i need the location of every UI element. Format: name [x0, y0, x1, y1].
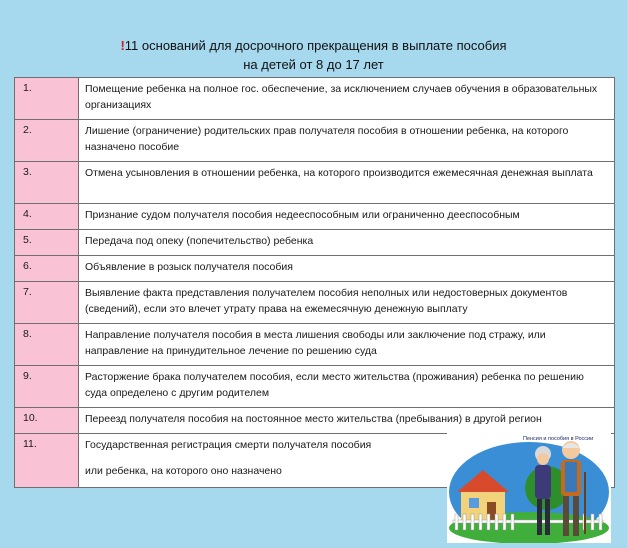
row-text: Государственная регистрация смерти получателя пособия или ребенка, на которого оно назначено: [79, 434, 615, 488]
row-text: Помещение ребенка на полное гос. обеспечение, за исключением случаев обучения в образовательных организациях: [79, 78, 615, 120]
row-text: Отмена усыновления в отношении ребенка, на которого производится ежемесячная денежная выплата: [79, 162, 615, 204]
table-row: [15, 162, 615, 204]
table-row: [15, 78, 615, 120]
table-row: [15, 408, 615, 434]
row-number: 9.: [15, 366, 79, 408]
table-row: [15, 204, 615, 230]
page-title: [0, 36, 627, 74]
house-window: [469, 498, 479, 508]
house-wall: [461, 490, 505, 522]
row-text: Расторжение брака получателем пособия, если место жительства (проживания) ребенка по решению суда определено с другим родителем: [79, 366, 615, 408]
row-number: 7.: [15, 282, 79, 324]
table-row: [15, 230, 615, 256]
elderly-couple-illustration: [447, 432, 611, 543]
title-line-1: !11 оснований для досрочного прекращения в выплате пособия: [120, 38, 507, 53]
row-text: Объявление в розыск получателя пособия: [79, 256, 615, 282]
row-number: 10.: [15, 408, 79, 434]
table-row: [15, 324, 615, 366]
row-number: 4.: [15, 204, 79, 230]
row-text: Лишение (ограничение) родительских прав получателя пособия в отношении ребенка, на которого назначено пособие: [79, 120, 615, 162]
row-number: 2.: [15, 120, 79, 162]
row-number: 1.: [15, 78, 79, 120]
table-row: [15, 366, 615, 408]
table-row: [15, 282, 615, 324]
row-number: 3.: [15, 162, 79, 204]
row-text: Выявление факта представления получателем пособия неполных или недостоверных документов (сведений), если это влечет утрату права на ежемесячную денежную выплату: [79, 282, 615, 324]
sign-text: Пенсия и пособия в России: [523, 436, 594, 442]
row-number: 5.: [15, 230, 79, 256]
row-text: Направление получателя пособия в места лишения свободы или заключение под стражу, или направление на принудительное лечение по решению суда: [79, 324, 615, 366]
row-number: 11.: [15, 434, 79, 488]
exclamation-mark: !: [120, 38, 125, 53]
row-text: Передача под опеку (попечительство) ребенка: [79, 230, 615, 256]
row-number: 8.: [15, 324, 79, 366]
table-row: [15, 256, 615, 282]
row-text: Переезд получателя пособия на постоянное место жительства (пребывания) в другой регион: [79, 408, 615, 434]
row-number: 6.: [15, 256, 79, 282]
row-text: Признание судом получателя пособия недееспособным или ограниченно дееспособным: [79, 204, 615, 230]
illustration-art: [447, 432, 611, 543]
table-row: [15, 120, 615, 162]
grounds-table: [14, 77, 615, 488]
title-line-2: на детей от 8 до 17 лет: [243, 57, 384, 72]
